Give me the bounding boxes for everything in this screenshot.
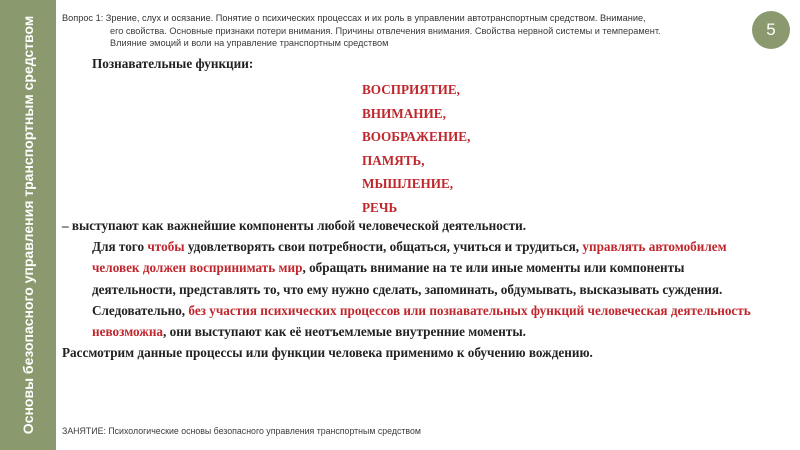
- paragraph-2: [62, 236, 762, 342]
- p2-text-d: , они выступают как её неотъемлемые внутренние моменты.: [163, 324, 526, 340]
- p2-highlight-3: без участия психических процессов или познавательных функций человеческая деятельность невозможна: [92, 302, 751, 340]
- p2-highlight-2: управлять автомобилем человек должен воспринимать мир: [92, 239, 727, 276]
- header-line-1: Вопрос 1: Зрение, слух и осязание. Понятие о психических процессах и их роль в управлении автотранспортным средством. Внимание,: [62, 13, 646, 23]
- paragraph-1: – выступают как важнейшие компоненты любой человеческой деятельности.: [62, 218, 527, 233]
- function-item: РЕЧЬ: [362, 199, 398, 215]
- slide-number-badge: 5: [752, 11, 790, 49]
- p2-highlight-1: чтобы: [147, 239, 185, 255]
- p2-text-b: удовлетворять свои потребности, общаться, учиться и трудиться,: [184, 239, 583, 255]
- function-item: ПАМЯТЬ,: [362, 152, 425, 168]
- header-line-2: его свойства. Основные признаки потери внимания. Причины отвлечения внимания. Свойства нервной системы и темперамент.: [110, 25, 661, 36]
- paragraph-3: Рассмотрим данные процессы или функции человека применимо к обучению вождению.: [62, 345, 593, 361]
- footer-lesson: ЗАНЯТИЕ: Психологические основы безопасного управления транспортным средством: [62, 426, 421, 436]
- function-item: ВОСПРИЯТИЕ,: [362, 82, 460, 97]
- function-item: ВНИМАНИЕ,: [362, 105, 446, 121]
- p2-text-a: Для того: [92, 239, 148, 255]
- body-text: [62, 215, 762, 363]
- function-item: МЫШЛЕНИЕ,: [362, 176, 454, 191]
- function-item: ВООБРАЖЕНИЕ,: [362, 129, 471, 144]
- sidebar-title: Основы безопасного управления транспортным средством: [20, 15, 36, 435]
- functions-heading: Познавательные функции:: [92, 56, 254, 71]
- functions-list: [362, 78, 470, 219]
- question-header: [62, 12, 752, 50]
- sidebar: [0, 0, 56, 450]
- p2-text-c: , обращать внимание на те или иные моменты или компоненты деятельности, представлять то, что ему нужно сделать, запоминать, обдумывать, высказывать суждения. Следовательно,: [92, 260, 723, 318]
- header-line-3: Влияние эмоций и воли на управление транспортным средством: [110, 38, 389, 48]
